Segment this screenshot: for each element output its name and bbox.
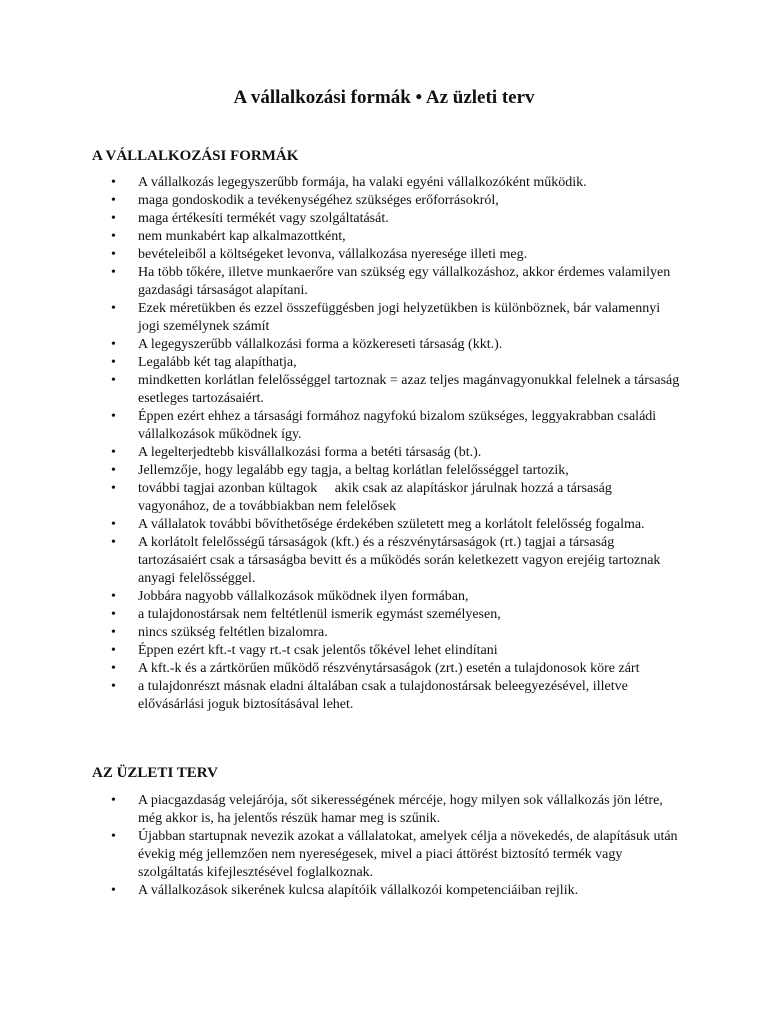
- list-item: [0, 588, 768, 606]
- list-item-text: maga értékesíti termékét vagy szolgáltatását.: [138, 211, 389, 226]
- list-item-text: A vállalkozás legegyszerűbb formája, ha valaki egyéni vállalkozóként működik.: [138, 175, 587, 190]
- list-item-text: Ezek méretükben és ezzel összefüggésben jogi helyzetükben is különböznek, bár valamennyi jogi személynek számít: [138, 301, 661, 334]
- list-item: [0, 678, 768, 714]
- bullet-icon: •: [111, 373, 116, 388]
- bullet-icon: •: [111, 679, 116, 694]
- bullet-icon: •: [111, 265, 116, 280]
- list-item-text: további tagjai azonban kültagok akik csak az alapításkor járulnak hozzá a társaság vagyonához, de a továbbiakban nem felelősek: [138, 481, 616, 514]
- list-item: [0, 534, 768, 588]
- list-item: [0, 642, 768, 660]
- list-item: [0, 660, 768, 678]
- bullet-icon: •: [111, 883, 116, 898]
- list-item-text: Ha több tőkére, illetve munkaerőre van szükség egy vállalkozáshoz, akkor érdemes valamilyen gazdasági társaságot alapítani.: [138, 265, 671, 298]
- list-item: [0, 336, 768, 354]
- bullet-icon: •: [111, 175, 116, 190]
- list-item-text: a tulajdonostársak nem feltétlenül ismerik egymást személyesen,: [138, 607, 501, 622]
- bullet-icon: •: [111, 607, 116, 622]
- bullet-icon: •: [111, 445, 116, 460]
- list-item-text: A piacgazdaság velejárója, sőt sikerességének mércéje, hogy milyen sok vállalkozás jön létre, még akkor is, ha jelentős részük hamar meg is szűnik.: [138, 793, 663, 826]
- list-item-text: maga gondoskodik a tevékenységéhez szükséges erőforrásokról,: [138, 193, 499, 208]
- list-item-text: bevételeiből a költségeket levonva, vállalkozása nyeresége illeti meg.: [138, 247, 528, 262]
- list-item-text: mindketten korlátlan felelősséggel tartoznak = azaz teljes magánvagyonukkal felelnek a társaság esetleges tartozásaiért.: [138, 373, 680, 406]
- list-item: [0, 210, 768, 228]
- list-item: [0, 354, 768, 372]
- bullet-list-vallalkozasi-formak: [0, 174, 768, 714]
- bullet-icon: •: [111, 793, 116, 808]
- list-item-text: A legelterjedtebb kisvállalkozási forma a betéti társaság (bt.).: [138, 445, 482, 460]
- list-item-text: Éppen ezért ehhez a társasági formához nagyfokú bizalom szükséges, leggyakrabban családi vállalkozások működnek így.: [138, 409, 657, 442]
- bullet-icon: •: [111, 481, 116, 496]
- list-item: [0, 264, 768, 300]
- list-item-text: Jobbára nagyobb vállalkozások működnek ilyen formában,: [138, 589, 469, 604]
- list-item-text: nem munkabért kap alkalmazottként,: [138, 229, 346, 244]
- bullet-icon: •: [111, 661, 116, 676]
- list-item-text: A kft.-k és a zártkörűen működő részvénytársaságok (zrt.) esetén a tulajdonosok köre zárt: [138, 661, 640, 676]
- list-item-text: nincs szükség feltétlen bizalomra.: [138, 625, 328, 640]
- list-item-text: Jellemzője, hogy legalább egy tagja, a beltag korlátlan felelősséggel tartozik,: [138, 463, 569, 478]
- list-item-text: Legalább két tag alapíthatja,: [138, 355, 297, 370]
- bullet-icon: •: [111, 535, 116, 550]
- list-item-text: A korlátolt felelősségű társaságok (kft.) és a részvénytársaságok (rt.) tagjai a társaság tartozásaiért csak a társaságba bevitt és a működés során keletkezett vagyon erejéig tartoznak anyagi felelősséggel.: [138, 535, 661, 586]
- list-item: [0, 444, 768, 462]
- bullet-icon: •: [111, 409, 116, 424]
- section-heading-vallalkozasi-formak: A VÁLLALKOZÁSI FORMÁK: [92, 148, 299, 164]
- list-item: [0, 228, 768, 246]
- list-item: [0, 624, 768, 642]
- list-item: [0, 462, 768, 480]
- list-item-text: Újabban startupnak nevezik azokat a vállalatokat, amelyek célja a növekedés, de alapításuk után évekig még jellemzően nem nyereségesek, mivel a piaci áttörést biztosító termék vagy szolgáltatás kifejlesztésével foglalkoznak.: [138, 829, 678, 880]
- bullet-icon: •: [111, 625, 116, 640]
- bullet-icon: •: [111, 211, 116, 226]
- bullet-icon: •: [111, 193, 116, 208]
- list-item-text: A vállalkozások sikerének kulcsa alapítóik vállalkozói kompetenciáiban rejlik.: [138, 883, 579, 898]
- bullet-icon: •: [111, 463, 116, 478]
- bullet-icon: •: [111, 355, 116, 370]
- list-item: [0, 372, 768, 408]
- list-item: [0, 192, 768, 210]
- list-item: [0, 480, 768, 516]
- bullet-list-uzleti-terv: [0, 792, 768, 900]
- document-title: A vállalkozási formák • Az üzleti terv: [233, 87, 535, 108]
- list-item-text: Éppen ezért kft.-t vagy rt.-t csak jelentős tőkével lehet elindítani: [138, 643, 498, 658]
- list-item-text: a tulajdonrészt másnak eladni általában csak a tulajdonostársak beleegyezésével, illetve elővásárlási joguk biztosításával lehet.: [138, 679, 628, 712]
- list-item: [0, 174, 768, 192]
- list-item: [0, 408, 768, 444]
- bullet-icon: •: [111, 229, 116, 244]
- bullet-icon: •: [111, 829, 116, 844]
- list-item: [0, 792, 768, 828]
- bullet-icon: •: [111, 643, 116, 658]
- bullet-icon: •: [111, 247, 116, 262]
- list-item: [0, 606, 768, 624]
- list-item: [0, 516, 768, 534]
- list-item-text: A vállalatok további bővíthetősége érdekében született meg a korlátolt felelősség fogalma.: [138, 517, 645, 532]
- list-item: [0, 246, 768, 264]
- list-item: [0, 828, 768, 882]
- list-item: [0, 882, 768, 900]
- section-heading-uzleti-terv: AZ ÜZLETI TERV: [92, 765, 218, 781]
- bullet-icon: •: [111, 301, 116, 316]
- list-item: [0, 300, 768, 336]
- bullet-icon: •: [111, 589, 116, 604]
- list-item-text: A legegyszerűbb vállalkozási forma a közkereseti társaság (kkt.).: [138, 337, 503, 352]
- bullet-icon: •: [111, 337, 116, 352]
- bullet-icon: •: [111, 517, 116, 532]
